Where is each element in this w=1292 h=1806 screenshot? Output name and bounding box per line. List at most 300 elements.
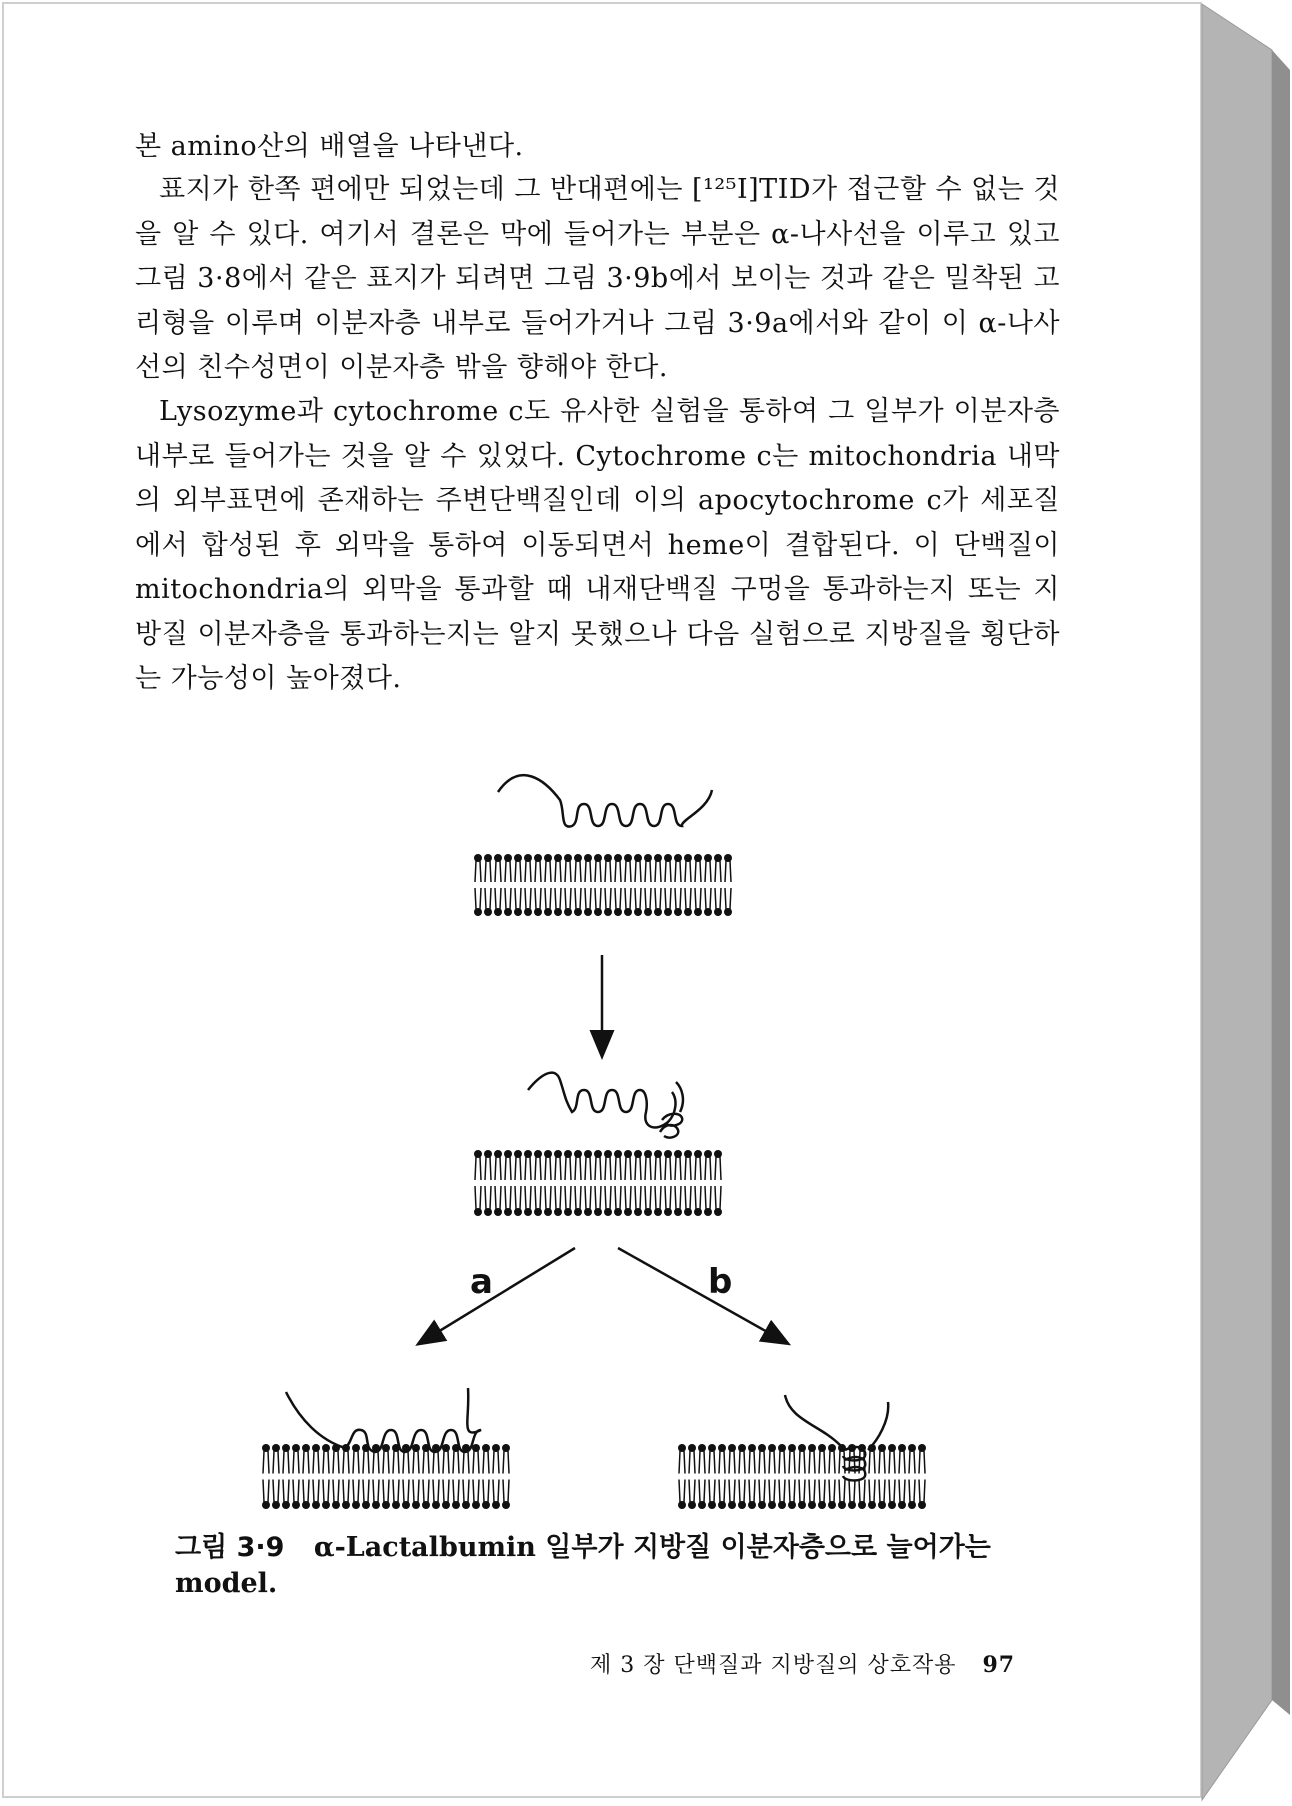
lipid-head	[788, 1444, 796, 1452]
lipid-head	[282, 1501, 290, 1509]
lipid-tail	[403, 1480, 409, 1503]
lipid-tail	[383, 1451, 389, 1474]
lipid-head	[302, 1501, 310, 1509]
lipid-head	[604, 1208, 612, 1216]
lipid-bilayer-1	[474, 854, 732, 916]
lipid-tail	[715, 861, 721, 882]
lipid-tail	[635, 1186, 641, 1209]
lipid-head	[452, 1501, 460, 1509]
lipid-tail	[273, 1480, 279, 1503]
lipid-head	[594, 1208, 602, 1216]
lipid-head	[564, 854, 572, 862]
lipid-tail	[323, 1451, 329, 1474]
lipid-head	[504, 1208, 512, 1216]
lipid-tail	[689, 1451, 695, 1474]
lipid-tail	[789, 1480, 795, 1503]
paragraph-2: 표지가 한쪽 편에만 되었는데 그 반대편에는 [¹²⁵I]TID가 접근할 수 없는 것을 알 수 있다. 여기서 결론은 막에 들어가는 부분은 α-나사선을 이루고 있고 그림 3·8에서 같은 표지가 되려면 그림 3·9b에서 보이는 것과 같은 밀착된 고리형을 이루며 이분자층 내부로 들어가거나 그림 3·9a에서와 같이 이 α-나사선의 친수성면이 이분자층 밖을 향해야 한다.	[135, 174, 1060, 383]
lipid-tail	[799, 1451, 805, 1474]
lipid-bilayer-2	[474, 1150, 722, 1216]
lipid-tail	[453, 1480, 459, 1503]
lipid-head	[634, 908, 642, 916]
lipid-tail	[665, 861, 671, 882]
lipid-head	[654, 1150, 662, 1158]
lipid-tail	[759, 1480, 765, 1503]
lipid-head	[352, 1444, 360, 1452]
lipid-head	[748, 1501, 756, 1509]
lipid-tail	[715, 1157, 721, 1180]
chapter-title: 제 3 장 단백질과 지방질의 상호작용	[590, 1653, 957, 1678]
lipid-tail	[749, 1480, 755, 1503]
lipid-tail	[313, 1480, 319, 1503]
lipid-tail	[655, 1186, 661, 1209]
lipid-head	[888, 1501, 896, 1509]
lipid-head	[382, 1444, 390, 1452]
lipid-tail	[303, 1480, 309, 1503]
lipid-tail	[323, 1480, 329, 1503]
lipid-head	[482, 1501, 490, 1509]
lipid-tail	[809, 1480, 815, 1503]
caption-text: α-Lactalbumin 일부가 지방질 이분자층으로 늘어가는 model.	[175, 1532, 991, 1599]
lipid-head	[432, 1501, 440, 1509]
lipid-tail	[585, 861, 591, 882]
lipid-tail	[689, 1480, 695, 1503]
lipid-tail	[535, 888, 541, 909]
lipid-head	[362, 1501, 370, 1509]
lipid-tail	[665, 888, 671, 909]
lipid-head	[524, 908, 532, 916]
lipid-tail	[839, 1480, 845, 1503]
lipid-head	[624, 1150, 632, 1158]
lipid-head	[644, 1150, 652, 1158]
lipid-tail	[475, 888, 481, 909]
lipid-head	[312, 1444, 320, 1452]
lipid-head	[594, 908, 602, 916]
lipid-tail	[485, 1157, 491, 1180]
lipid-head	[402, 1501, 410, 1509]
lipid-tail	[709, 1480, 715, 1503]
figure-caption	[175, 1530, 1035, 1602]
lipid-tail	[665, 1186, 671, 1209]
lipid-head	[272, 1501, 280, 1509]
lipid-tail	[393, 1451, 399, 1474]
lipid-tail	[535, 1186, 541, 1209]
lipid-head	[504, 908, 512, 916]
protein-chain-b	[785, 1395, 888, 1481]
lipid-tail	[575, 888, 581, 909]
lipid-tail	[413, 1480, 419, 1503]
lipid-tail	[515, 1157, 521, 1180]
lipid-tail	[645, 1186, 651, 1209]
lipid-head	[634, 1208, 642, 1216]
lipid-tail	[625, 1186, 631, 1209]
lipid-tail	[849, 1480, 855, 1503]
lipid-head	[718, 1501, 726, 1509]
lipid-head	[474, 1208, 482, 1216]
lipid-head	[442, 1444, 450, 1452]
lipid-tail	[769, 1480, 775, 1503]
lipid-head	[644, 854, 652, 862]
lipid-tail	[483, 1480, 489, 1503]
lipid-tail	[293, 1480, 299, 1503]
lipid-tail	[615, 888, 621, 909]
lipid-head	[714, 1150, 722, 1158]
lipid-tail	[729, 1480, 735, 1503]
lipid-tail	[575, 1186, 581, 1209]
lipid-tail	[545, 1157, 551, 1180]
lipid-tail	[759, 1451, 765, 1474]
lipid-tail	[473, 1480, 479, 1503]
lipid-tail	[859, 1480, 865, 1503]
lipid-tail	[585, 888, 591, 909]
lipid-head	[292, 1444, 300, 1452]
lipid-tail	[779, 1480, 785, 1503]
paragraph-1: 본 amino산의 배열을 나타낸다.	[135, 131, 524, 162]
lipid-tail	[645, 888, 651, 909]
lipid-tail	[333, 1451, 339, 1474]
lipid-head	[392, 1501, 400, 1509]
lipid-head	[564, 908, 572, 916]
lipid-tail	[769, 1451, 775, 1474]
lipid-tail	[515, 861, 521, 882]
lipid-head	[718, 1444, 726, 1452]
lipid-tail	[645, 1157, 651, 1180]
lipid-tail	[363, 1480, 369, 1503]
lipid-head	[704, 854, 712, 862]
lipid-tail	[675, 861, 681, 882]
lipid-tail	[819, 1480, 825, 1503]
lipid-tail	[545, 1186, 551, 1209]
lipid-head	[758, 1444, 766, 1452]
lipid-head	[262, 1444, 270, 1452]
lipid-tail	[695, 888, 701, 909]
lipid-head	[332, 1501, 340, 1509]
lipid-tail	[443, 1480, 449, 1503]
lipid-head	[644, 908, 652, 916]
lipid-head	[442, 1501, 450, 1509]
lipid-tail	[879, 1480, 885, 1503]
lipid-head	[878, 1501, 886, 1509]
lipid-tail	[495, 861, 501, 882]
lipid-head	[704, 908, 712, 916]
lipid-tail	[373, 1451, 379, 1474]
lipid-tail	[403, 1451, 409, 1474]
protein-chain-2	[528, 1073, 683, 1138]
lipid-head	[654, 908, 662, 916]
lipid-head	[908, 1501, 916, 1509]
lipid-head	[634, 854, 642, 862]
lipid-head	[908, 1444, 916, 1452]
lipid-head	[788, 1501, 796, 1509]
lipid-head	[708, 1444, 716, 1452]
lipid-head	[494, 1150, 502, 1158]
lipid-head	[614, 908, 622, 916]
lipid-tail	[719, 1480, 725, 1503]
lipid-head	[514, 854, 522, 862]
lipid-head	[704, 1150, 712, 1158]
lipid-tail	[555, 1157, 561, 1180]
lipid-tail	[709, 1451, 715, 1474]
lipid-tail	[313, 1451, 319, 1474]
lipid-tail	[869, 1480, 875, 1503]
caption-label: 그림 3·9	[175, 1532, 285, 1563]
lipid-tail	[535, 861, 541, 882]
lipid-tail	[635, 888, 641, 909]
lipid-tail	[485, 888, 491, 909]
lipid-tail	[363, 1451, 369, 1474]
lipid-head	[684, 1208, 692, 1216]
lipid-tail	[393, 1480, 399, 1503]
lipid-tail	[273, 1451, 279, 1474]
lipid-tail	[333, 1480, 339, 1503]
lipid-head	[422, 1501, 430, 1509]
lipid-head	[898, 1501, 906, 1509]
arrow-a	[428, 1248, 575, 1338]
lipid-tail	[909, 1451, 915, 1474]
lipid-tail	[685, 888, 691, 909]
protein-chain-1	[498, 775, 712, 826]
lipid-head	[704, 1208, 712, 1216]
lipid-tail	[505, 861, 511, 882]
lipid-head	[564, 1150, 572, 1158]
lipid-tail	[879, 1451, 885, 1474]
lipid-head	[524, 1208, 532, 1216]
lipid-head	[918, 1501, 926, 1509]
lipid-head	[694, 854, 702, 862]
lipid-head	[524, 1150, 532, 1158]
lipid-head	[724, 908, 732, 916]
lipid-head	[484, 1150, 492, 1158]
lipid-tail	[283, 1480, 289, 1503]
lipid-tail	[495, 1186, 501, 1209]
lipid-head	[534, 1150, 542, 1158]
lipid-tail	[679, 1451, 685, 1474]
lipid-head	[738, 1444, 746, 1452]
lipid-head	[584, 908, 592, 916]
lipid-head	[514, 1150, 522, 1158]
lipid-head	[828, 1444, 836, 1452]
lipid-head	[768, 1501, 776, 1509]
lipid-tail	[565, 888, 571, 909]
lipid-tail	[495, 888, 501, 909]
lipid-head	[664, 854, 672, 862]
lipid-head	[678, 1501, 686, 1509]
lipid-head	[484, 908, 492, 916]
lipid-head	[484, 1208, 492, 1216]
lipid-tail	[263, 1480, 269, 1503]
lipid-head	[494, 1208, 502, 1216]
lipid-head	[624, 1208, 632, 1216]
lipid-tail	[525, 1186, 531, 1209]
lipid-head	[778, 1501, 786, 1509]
lipid-head	[584, 1208, 592, 1216]
lipid-tail	[695, 861, 701, 882]
lipid-head	[858, 1501, 866, 1509]
lipid-head	[474, 1150, 482, 1158]
lipid-head	[664, 1150, 672, 1158]
lipid-tail	[505, 1157, 511, 1180]
lipid-tail	[463, 1451, 469, 1474]
lipid-head	[544, 1208, 552, 1216]
lipid-tail	[675, 1186, 681, 1209]
lipid-head	[684, 854, 692, 862]
lipid-tail	[373, 1480, 379, 1503]
lipid-tail	[505, 1186, 511, 1209]
lipid-head	[412, 1501, 420, 1509]
lipid-tail	[645, 861, 651, 882]
lipid-tail	[919, 1480, 925, 1503]
lipid-tail	[433, 1480, 439, 1503]
lipid-tail	[749, 1451, 755, 1474]
lipid-head	[664, 908, 672, 916]
lipid-head	[292, 1501, 300, 1509]
lipid-head	[474, 908, 482, 916]
lipid-tail	[779, 1451, 785, 1474]
lipid-head	[698, 1444, 706, 1452]
lipid-tail	[565, 1186, 571, 1209]
lipid-tail	[605, 1186, 611, 1209]
lipid-head	[674, 908, 682, 916]
lipid-tail	[695, 1186, 701, 1209]
lipid-tail	[565, 861, 571, 882]
lipid-tail	[615, 1186, 621, 1209]
lipid-tail	[503, 1451, 509, 1474]
lipid-tail	[595, 1186, 601, 1209]
lipid-head	[798, 1501, 806, 1509]
lipid-tail	[585, 1186, 591, 1209]
lipid-tail	[293, 1451, 299, 1474]
lipid-head	[678, 1444, 686, 1452]
lipid-head	[372, 1501, 380, 1509]
lipid-tail	[725, 888, 731, 909]
lipid-head	[674, 1150, 682, 1158]
lipid-tail	[535, 1157, 541, 1180]
lipid-tail	[739, 1451, 745, 1474]
lipid-head	[694, 1150, 702, 1158]
lipid-tail	[869, 1451, 875, 1474]
lipid-tail	[503, 1480, 509, 1503]
lipid-head	[534, 1208, 542, 1216]
lipid-head	[878, 1444, 886, 1452]
lipid-tail	[413, 1451, 419, 1474]
lipid-tail	[889, 1451, 895, 1474]
lipid-head	[684, 908, 692, 916]
lipid-head	[674, 1208, 682, 1216]
lipid-head	[624, 908, 632, 916]
lipid-head	[674, 854, 682, 862]
lipid-head	[312, 1501, 320, 1509]
lipid-tail	[475, 1186, 481, 1209]
lipid-tail	[485, 861, 491, 882]
lipid-tail	[899, 1451, 905, 1474]
lipid-head	[554, 908, 562, 916]
lipid-tail	[615, 861, 621, 882]
lipid-tail	[515, 888, 521, 909]
lipid-tail	[463, 1480, 469, 1503]
lipid-head	[544, 854, 552, 862]
lipid-head	[534, 854, 542, 862]
lipid-tail	[545, 888, 551, 909]
lipid-head	[888, 1444, 896, 1452]
lipid-tail	[889, 1480, 895, 1503]
lipid-tail	[909, 1480, 915, 1503]
lipid-bilayer-a	[262, 1444, 510, 1509]
lipid-head	[604, 854, 612, 862]
lipid-head	[624, 854, 632, 862]
lipid-head	[808, 1501, 816, 1509]
lipid-tail	[919, 1451, 925, 1474]
lipid-head	[574, 1150, 582, 1158]
lipid-tail	[303, 1451, 309, 1474]
lipid-head	[514, 1208, 522, 1216]
lipid-head	[554, 1150, 562, 1158]
lipid-head	[574, 854, 582, 862]
lipid-tail	[525, 861, 531, 882]
lipid-head	[492, 1501, 500, 1509]
lipid-head	[262, 1501, 270, 1509]
lipid-head	[818, 1501, 826, 1509]
lipid-tail	[493, 1451, 499, 1474]
lipid-head	[728, 1444, 736, 1452]
lipid-tail	[635, 1157, 641, 1180]
arrow-b	[618, 1248, 778, 1338]
lipid-tail	[423, 1480, 429, 1503]
lipid-tail	[655, 861, 661, 882]
lipid-head	[714, 908, 722, 916]
lipid-tail	[475, 1157, 481, 1180]
lipid-head	[708, 1501, 716, 1509]
lipid-tail	[685, 1186, 691, 1209]
label-b: b	[708, 1262, 733, 1302]
lipid-head	[778, 1444, 786, 1452]
lipid-tail	[809, 1451, 815, 1474]
lipid-tail	[635, 861, 641, 882]
lipid-tail	[443, 1451, 449, 1474]
lipid-tail	[433, 1451, 439, 1474]
lipid-tail	[675, 888, 681, 909]
lipid-head	[654, 1208, 662, 1216]
lipid-head	[494, 908, 502, 916]
lipid-tail	[263, 1451, 269, 1474]
lipid-tail	[555, 888, 561, 909]
lipid-tail	[625, 861, 631, 882]
lipid-head	[808, 1444, 816, 1452]
lipid-head	[724, 854, 732, 862]
lipid-tail	[679, 1480, 685, 1503]
lipid-tail	[595, 888, 601, 909]
lipid-tail	[483, 1451, 489, 1474]
lipid-head	[714, 854, 722, 862]
label-a: a	[470, 1262, 493, 1302]
lipid-head	[634, 1150, 642, 1158]
lipid-head	[614, 1208, 622, 1216]
lipid-tail	[705, 1186, 711, 1209]
lipid-tail	[605, 1157, 611, 1180]
lipid-head	[594, 1150, 602, 1158]
lipid-head	[684, 1150, 692, 1158]
lipid-head	[604, 908, 612, 916]
lipid-tail	[655, 1157, 661, 1180]
lipid-head	[688, 1444, 696, 1452]
lipid-tail	[515, 1186, 521, 1209]
lipid-tail	[729, 1451, 735, 1474]
lipid-head	[688, 1501, 696, 1509]
lipid-tail	[699, 1480, 705, 1503]
lipid-head	[654, 854, 662, 862]
lipid-tail	[899, 1480, 905, 1503]
lipid-tail	[283, 1451, 289, 1474]
lipid-tail	[655, 888, 661, 909]
lipid-tail	[685, 861, 691, 882]
